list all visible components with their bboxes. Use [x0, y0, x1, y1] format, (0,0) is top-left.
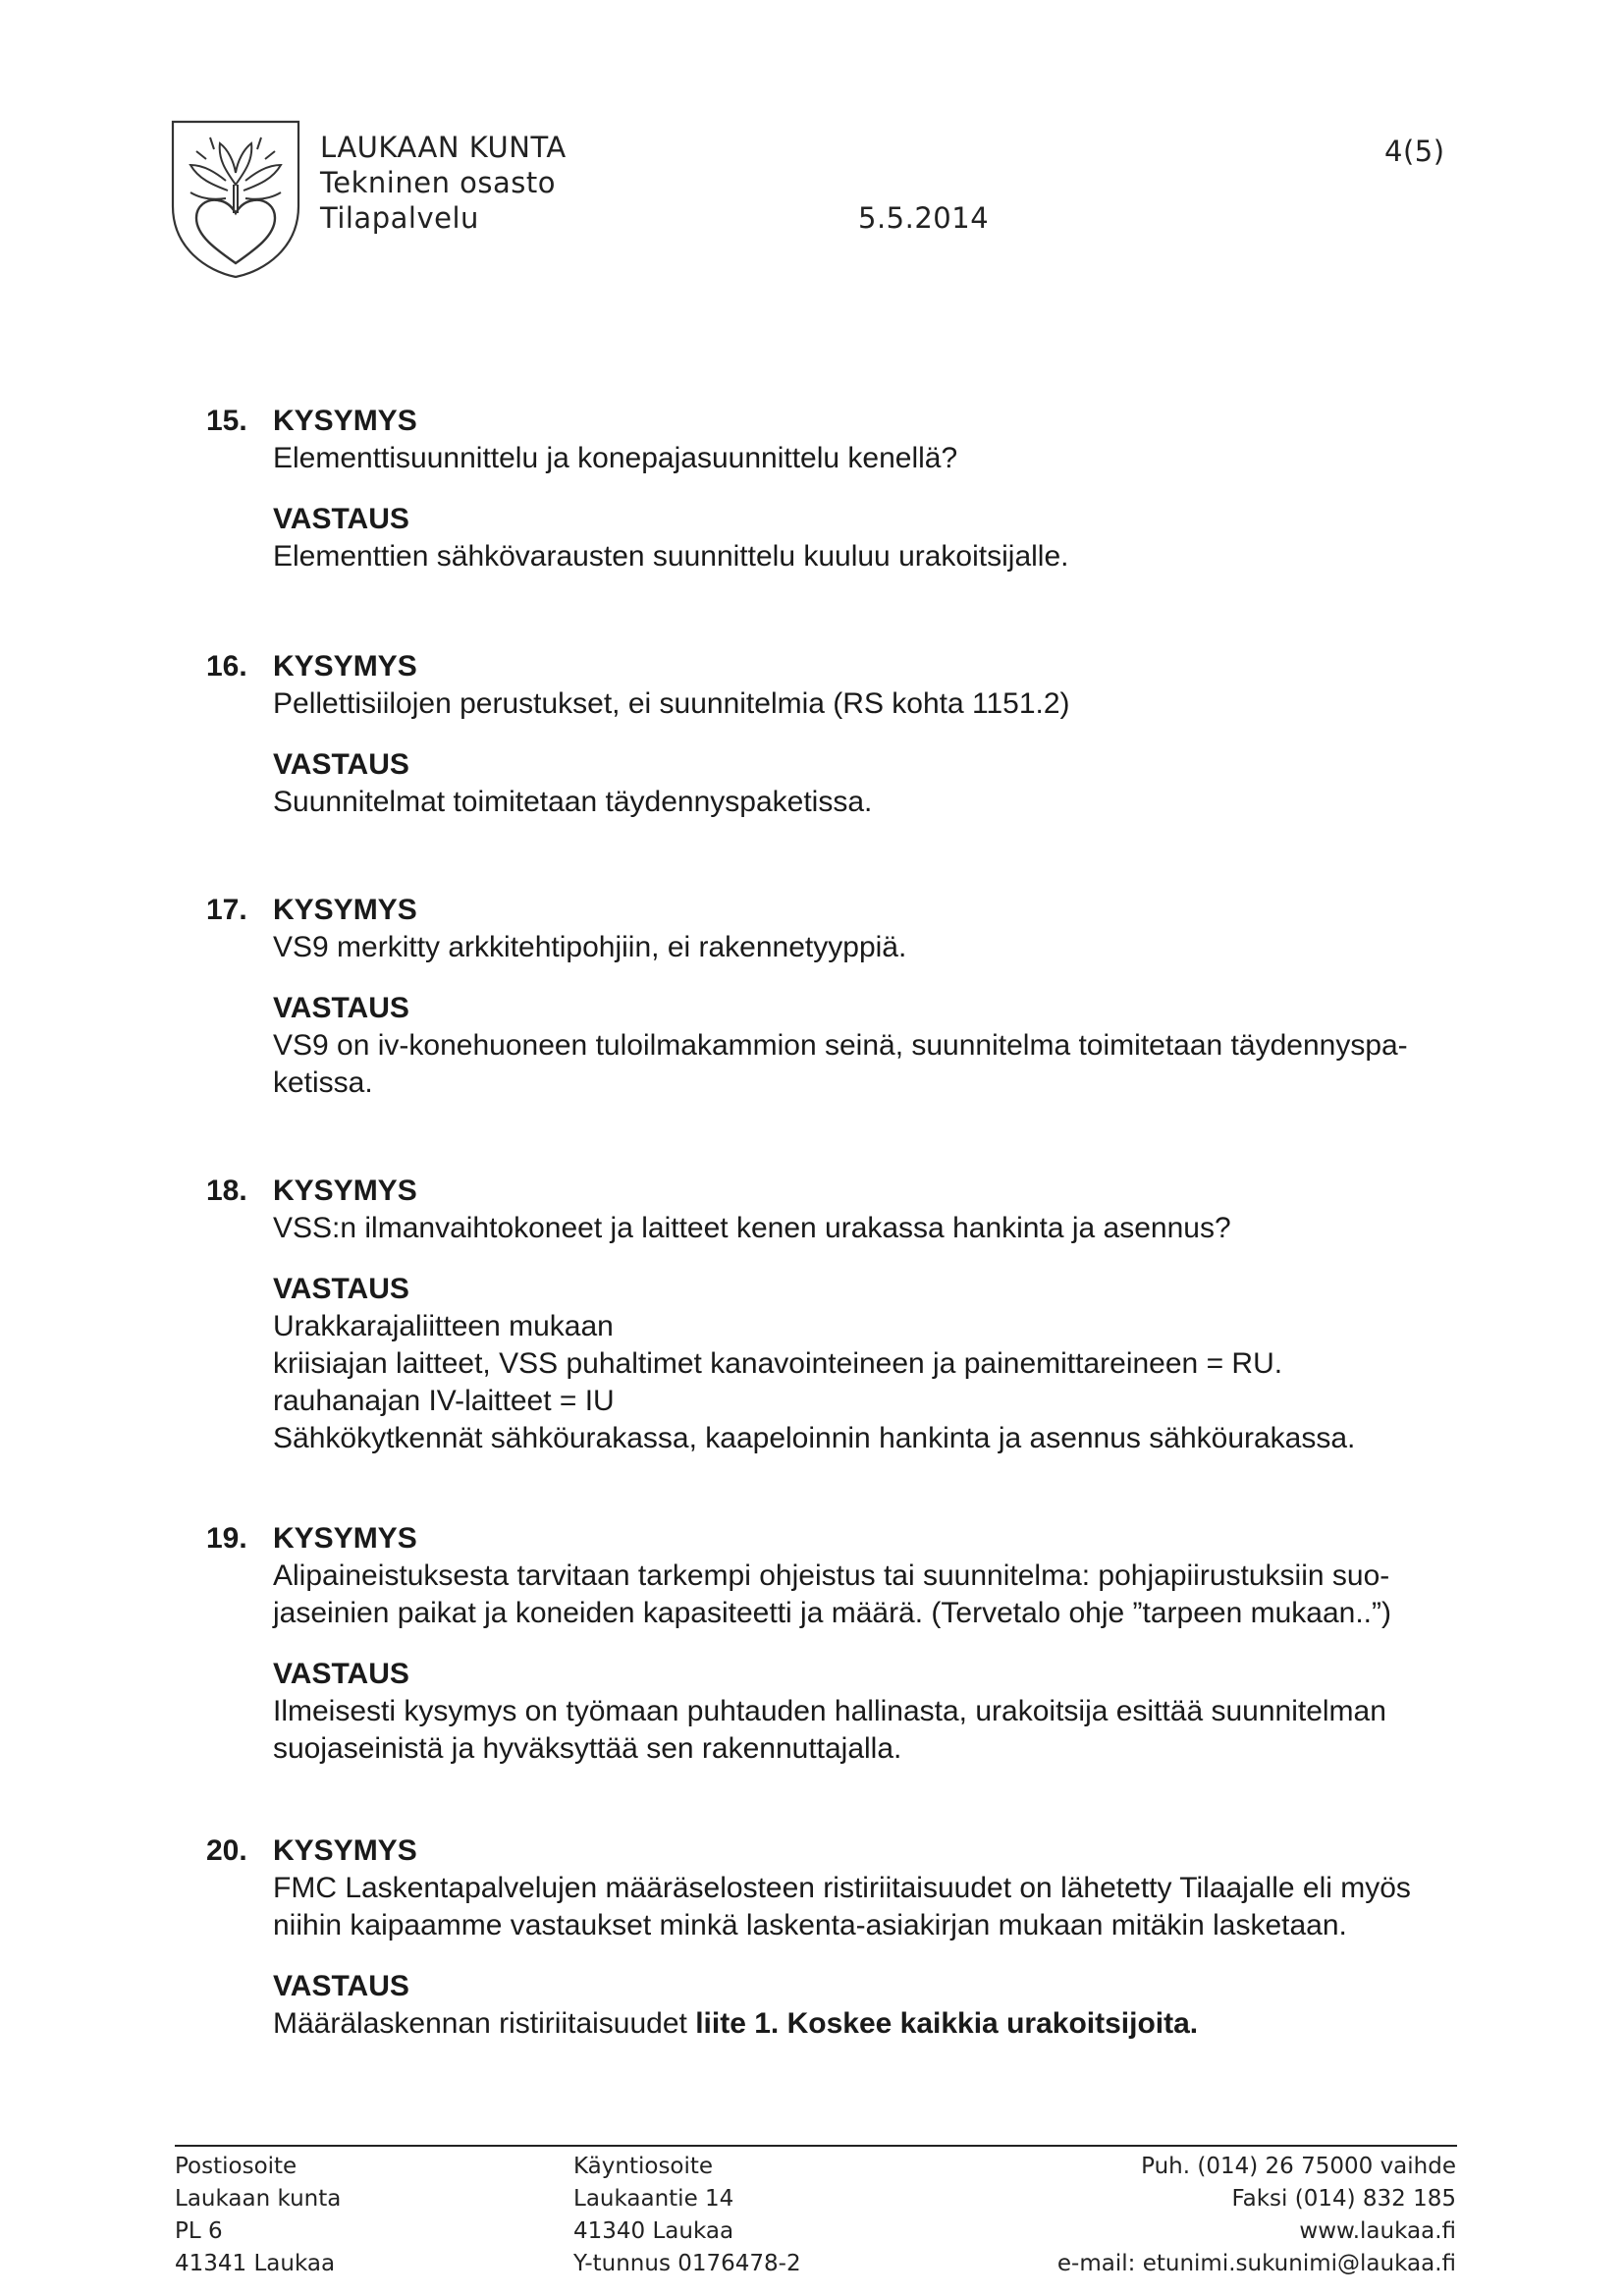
- question-text: Elementtisuunnittelu ja konepajasuunnittelu kenellä?: [273, 442, 958, 474]
- item-number: 15.: [206, 405, 247, 437]
- question-label: KYSYMYS: [273, 1834, 417, 1867]
- answer-text-line-1: VS9 on iv-konehuoneen tuloilmakammion seinä, suunnitelma toimitetaan täydennyspa-: [273, 1029, 1408, 1062]
- answer-text-line-3: rauhanajan IV-laitteet = IU: [273, 1385, 615, 1417]
- website-link[interactable]: www.laukaa.fi: [1299, 2218, 1456, 2244]
- answer-text-line-2: suojaseinistä ja hyväksyttää sen rakennuttajalla.: [273, 1732, 902, 1765]
- qa-item-20: [206, 1832, 1483, 2043]
- question-text-line-2: jaseinien paikat ja koneiden kapasiteetti ja määrä. (Tervetalo ohje ”tarpeen mukaan..”): [273, 1597, 1391, 1629]
- item-number: 18.: [206, 1175, 247, 1207]
- answer-text-line-1: Ilmeisesti kysymys on työmaan puhtauden hallinasta, urakoitsija esittää suunnitelman: [273, 1695, 1386, 1727]
- footer-visiting-address: [573, 2151, 801, 2280]
- postal-line-3: 41341 Laukaa: [175, 2251, 336, 2276]
- item-number: 20.: [206, 1834, 247, 1867]
- question-text-line-1: FMC Laskentapalvelujen määräselosteen ristiriitaisuudet on lähetetty Tilaajalle eli myös: [273, 1872, 1411, 1904]
- footer-postal-address: [175, 2151, 341, 2280]
- unit-name: Tilapalvelu: [320, 201, 479, 235]
- visit-line-1: Laukaantie 14: [573, 2186, 734, 2212]
- item-number: 17.: [206, 894, 247, 926]
- question-text-line-2: niihin kaipaamme vastaukset minkä laskenta-asiakirjan mukaan mitäkin lasketaan.: [273, 1909, 1347, 1941]
- answer-label: VASTAUS: [273, 1658, 409, 1690]
- business-id: Y-tunnus 0176478-2: [573, 2251, 801, 2276]
- organization-name: LAUKAAN KUNTA: [320, 131, 567, 164]
- question-text-line-1: Alipaineistuksesta tarvitaan tarkempi ohjeistus tai suunnitelma: pohjapiirustuksiin suo-: [273, 1559, 1390, 1592]
- footer-divider: [175, 2145, 1457, 2147]
- qa-item-15: [206, 403, 1483, 575]
- qa-item-19: [206, 1520, 1483, 1768]
- qa-item-17: [206, 892, 1483, 1102]
- footer-contact: [1057, 2151, 1456, 2280]
- answer-attachment-reference: liite 1. Koskee kaikkia urakoitsijoita.: [695, 2007, 1199, 2040]
- answer-text-line-4: Sähkökytkennät sähköurakassa, kaapeloinnin hankinta ja asennus sähköurakassa.: [273, 1422, 1356, 1454]
- question-label: KYSYMYS: [273, 650, 417, 683]
- answer-text: Elementtien sähkövarausten suunnittelu kuuluu urakoitsijalle.: [273, 540, 1069, 573]
- question-label: KYSYMYS: [273, 405, 417, 437]
- question-text: VS9 merkitty arkkitehtipohjiin, ei rakennetyyppiä.: [273, 931, 907, 963]
- item-number: 19.: [206, 1522, 247, 1555]
- question-label: KYSYMYS: [273, 894, 417, 926]
- visit-heading: Käyntiosoite: [573, 2154, 714, 2179]
- answer-label: VASTAUS: [273, 748, 409, 781]
- page-number: 4(5): [1384, 135, 1445, 168]
- question-label: KYSYMYS: [273, 1175, 417, 1207]
- answer-label: VASTAUS: [273, 1970, 409, 2002]
- answer-label: VASTAUS: [273, 503, 409, 535]
- question-text: Pellettisiilojen perustukset, ei suunnitelmia (RS kohta 1151.2): [273, 687, 1070, 720]
- question-label: KYSYMYS: [273, 1522, 417, 1555]
- qa-item-16: [206, 648, 1483, 821]
- answer-text-line-2: kriisiajan laitteet, VSS puhaltimet kanavointeineen ja painemittareineen = RU.: [273, 1347, 1283, 1380]
- answer-text: [273, 2005, 1483, 2043]
- question-text: VSS:n ilmanvaihtokoneet ja laitteet kenen urakassa hankinta ja asennus?: [273, 1212, 1231, 1244]
- email-address[interactable]: e-mail: etunimi.sukunimi@laukaa.fi: [1056, 2251, 1456, 2276]
- department-name: Tekninen osasto: [320, 166, 557, 199]
- answer-text-line-2: ketissa.: [273, 1066, 373, 1099]
- fax-number: Faksi (014) 832 185: [1231, 2186, 1456, 2212]
- postal-heading: Postiosoite: [175, 2154, 298, 2179]
- answer-text-prefix: Määrälaskennan ristiriitaisuudet: [273, 2007, 696, 2040]
- postal-line-1: Laukaan kunta: [175, 2186, 342, 2212]
- phone-number: Puh. (014) 26 75000 vaihde: [1141, 2154, 1456, 2179]
- answer-text: Suunnitelmat toimitetaan täydennyspaketissa.: [273, 786, 873, 818]
- postal-line-2: PL 6: [175, 2218, 223, 2244]
- laukaa-crest-icon: [167, 116, 304, 281]
- answer-text-line-1: Urakkarajaliitteen mukaan: [273, 1310, 614, 1342]
- item-number: 16.: [206, 650, 247, 683]
- qa-item-18: [206, 1173, 1483, 1457]
- answer-label: VASTAUS: [273, 992, 409, 1024]
- visit-line-2: 41340 Laukaa: [573, 2218, 734, 2244]
- document-date: 5.5.2014: [858, 201, 990, 235]
- answer-label: VASTAUS: [273, 1273, 409, 1305]
